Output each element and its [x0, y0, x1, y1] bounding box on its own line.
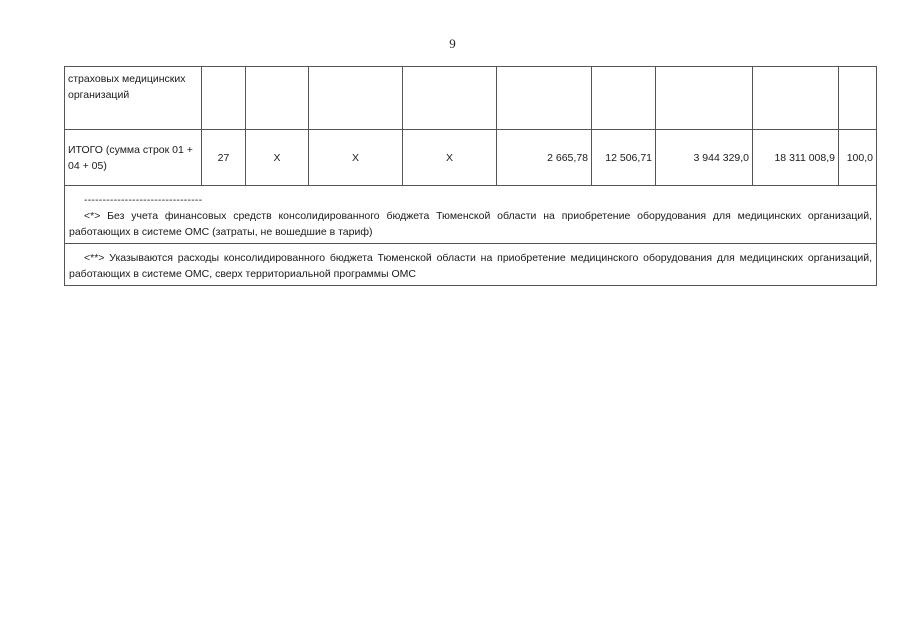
- table-cell: 27: [202, 130, 246, 186]
- row-label: ИТОГО (сумма строк 01 + 04 + 05): [65, 130, 202, 186]
- footnote-cell: [65, 186, 877, 244]
- footnote-2: [69, 250, 872, 282]
- table-cell: X: [403, 130, 497, 186]
- table-cell: 18 311 008,9: [753, 130, 839, 186]
- table-cell: [202, 67, 246, 130]
- table-cell: [309, 67, 403, 130]
- table-cell: [592, 67, 656, 130]
- table-cell: [753, 67, 839, 130]
- footnote-separator: --------------------------------: [84, 194, 203, 206]
- table-row: [65, 67, 877, 130]
- footnote-row-1: [65, 186, 877, 244]
- table-cell: [403, 67, 497, 130]
- table-cell: [497, 67, 592, 130]
- table-cell: X: [309, 130, 403, 186]
- footnote-2-text: <**> Указываются расходы консолидированного бюджета Тюменской области на приобретение медицинского оборудования для медицинских организаций, работающих в системе ОМС, сверх территориальной программы ОМС: [69, 252, 872, 280]
- table-cell: 12 506,71: [592, 130, 656, 186]
- expenditure-table: [64, 66, 877, 286]
- table-cell: X: [246, 130, 309, 186]
- row-label: страховых медицинских организаций: [65, 67, 202, 130]
- page-number: 9: [449, 36, 456, 51]
- table-cell: 3 944 329,0: [656, 130, 753, 186]
- footnote-cell: [65, 244, 877, 286]
- table-cell: 2 665,78: [497, 130, 592, 186]
- table-row-total: [65, 130, 877, 186]
- footnote-1: [69, 208, 872, 240]
- table-cell: 100,0: [839, 130, 877, 186]
- table-cell: [656, 67, 753, 130]
- table-cell: [246, 67, 309, 130]
- footnote-1-text: <*> Без учета финансовых средств консолидированного бюджета Тюменской области на приобретение оборудования для медицинских организаций, работающих в системе ОМС (затраты, не вошедшие в тариф): [69, 210, 872, 238]
- table-cell: [839, 67, 877, 130]
- footnote-row-2: [65, 244, 877, 286]
